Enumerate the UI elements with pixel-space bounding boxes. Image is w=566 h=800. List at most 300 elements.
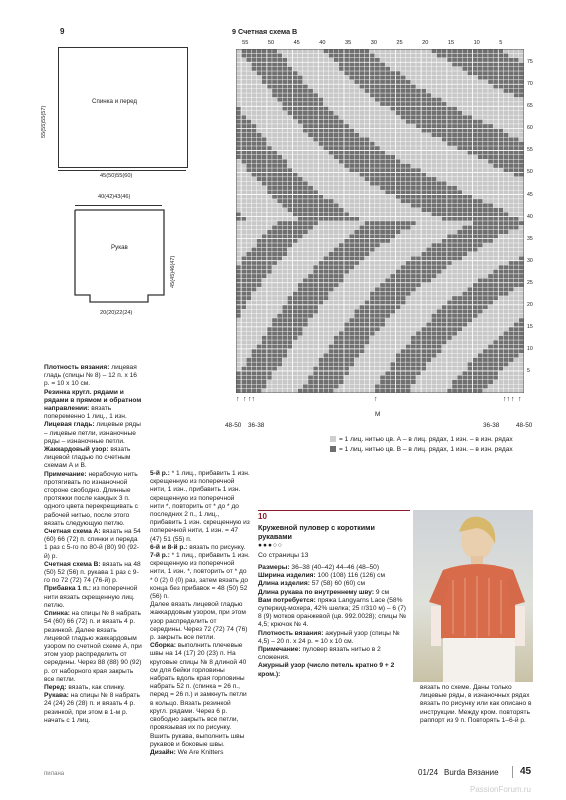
- chart-cell: [385, 75, 390, 79]
- chart-cell: [431, 367, 436, 371]
- chart-cell: [483, 375, 488, 379]
- chart-cell: [236, 331, 241, 335]
- chart-cell: [467, 208, 472, 212]
- chart-cell: [447, 309, 452, 313]
- chart-cell: [257, 49, 262, 53]
- chart-cell: [349, 362, 354, 366]
- chart-cell: [426, 62, 431, 66]
- chart-cell: [498, 128, 503, 132]
- chart-cell: [426, 128, 431, 132]
- instruction-paragraph: [150, 601, 250, 642]
- chart-cell: [277, 243, 282, 247]
- chart-cell: [514, 300, 519, 304]
- chart-cell: [354, 177, 359, 181]
- chart-cell: [339, 362, 344, 366]
- chart-cell: [354, 137, 359, 141]
- chart-cell: [323, 230, 328, 234]
- chart-cell: [473, 309, 478, 313]
- chart-cell: [277, 124, 282, 128]
- chart-cell: [401, 159, 406, 163]
- chart-cell: [401, 172, 406, 176]
- chart-cell: [334, 300, 339, 304]
- chart-cell: [318, 111, 323, 115]
- chart-cell: [267, 142, 272, 146]
- chart-cell: [421, 261, 426, 265]
- chart-cell: [257, 168, 262, 172]
- chart-cell: [442, 292, 447, 296]
- chart-cell: [344, 221, 349, 225]
- chart-cell: [334, 375, 339, 379]
- chart-cell: [411, 217, 416, 221]
- chart-cell: [390, 331, 395, 335]
- chart-cell: [313, 314, 318, 318]
- chart-cell: [329, 371, 334, 375]
- chart-cell: [251, 358, 256, 362]
- chart-cell: [401, 49, 406, 53]
- chart-cell: [426, 340, 431, 344]
- column-label: 15: [447, 40, 455, 46]
- chart-cell: [272, 234, 277, 238]
- chart-cell: [426, 292, 431, 296]
- chart-cell: [354, 252, 359, 256]
- chart-cell: [503, 344, 508, 348]
- chart-cell: [411, 75, 416, 79]
- chart-cell: [359, 362, 364, 366]
- chart-cell: [390, 252, 395, 256]
- chart-cell: [313, 283, 318, 287]
- chart-cell: [318, 367, 323, 371]
- chart-cell: [272, 353, 277, 357]
- chart-cell: [298, 318, 303, 322]
- chart-cell: [519, 234, 524, 238]
- chart-cell: [241, 53, 246, 57]
- chart-cell: [421, 367, 426, 371]
- chart-cell: [375, 186, 380, 190]
- chart-cell: [452, 102, 457, 106]
- chart-cell: [380, 256, 385, 260]
- chart-cell: [308, 296, 313, 300]
- chart-cell: [509, 98, 514, 102]
- chart-cell: [401, 358, 406, 362]
- chart-cell: [380, 120, 385, 124]
- chart-cell: [462, 375, 467, 379]
- chart-cell: [359, 243, 364, 247]
- chart-cell: [452, 256, 457, 260]
- chart-cell: [267, 265, 272, 269]
- chart-cell: [447, 283, 452, 287]
- chart-cell: [462, 128, 467, 132]
- chart-cell: [303, 314, 308, 318]
- chart-cell: [359, 252, 364, 256]
- chart-cell: [287, 111, 292, 115]
- chart-cell: [503, 146, 508, 150]
- chart-cell: [334, 252, 339, 256]
- chart-cell: [303, 93, 308, 97]
- chart-cell: [323, 124, 328, 128]
- chart-cell: [401, 367, 406, 371]
- chart-cell: [246, 278, 251, 282]
- chart-cell: [416, 283, 421, 287]
- chart-cell: [498, 49, 503, 53]
- chart-cell: [272, 172, 277, 176]
- chart-cell: [375, 155, 380, 159]
- chart-cell: [370, 150, 375, 154]
- instruction-paragraph: [44, 446, 143, 471]
- chart-cell: [277, 225, 282, 229]
- chart-cell: [282, 256, 287, 260]
- chart-cell: [267, 53, 272, 57]
- chart-cell: [401, 195, 406, 199]
- chart-cell: [498, 71, 503, 75]
- chart-cell: [282, 358, 287, 362]
- chart-cell: [308, 230, 313, 234]
- chart-cell: [509, 305, 514, 309]
- chart-cell: [267, 159, 272, 163]
- pattern10-item-text: пряжа Langyarns Lace (58% суперкид-мохера, 42% шелка; 25 г/310 м) – 6 (7) 8 (9) мотков оранжевой (цв. 992.0028); спицы № 4,5; крючок № 4.: [258, 596, 407, 629]
- chart-cell: [365, 389, 370, 393]
- chart-cell: [272, 384, 277, 388]
- chart-cell: [308, 172, 313, 176]
- chart-cell: [303, 186, 308, 190]
- chart-cell: [298, 371, 303, 375]
- chart-cell: [282, 283, 287, 287]
- chart-cell: [344, 106, 349, 110]
- chart-cell: [503, 278, 508, 282]
- chart-cell: [437, 336, 442, 340]
- chart-cell: [380, 124, 385, 128]
- chart-cell: [298, 75, 303, 79]
- chart-cell: [365, 190, 370, 194]
- chart-cell: [246, 261, 251, 265]
- chart-cell: [277, 75, 282, 79]
- chart-cell: [308, 367, 313, 371]
- chart-cell: [462, 98, 467, 102]
- chart-cell: [478, 287, 483, 291]
- chart-cell: [395, 305, 400, 309]
- chart-cell: [236, 318, 241, 322]
- chart-cell: [514, 283, 519, 287]
- chart-cell: [303, 146, 308, 150]
- chart-cell: [406, 62, 411, 66]
- chart-cell: [323, 274, 328, 278]
- chart-cell: [349, 221, 354, 225]
- chart-cell: [390, 124, 395, 128]
- chart-cell: [303, 98, 308, 102]
- chart-cell: [385, 300, 390, 304]
- chart-cell: [262, 256, 267, 260]
- chart-cell: [246, 102, 251, 106]
- chart-cell: [246, 146, 251, 150]
- chart-cell: [303, 327, 308, 331]
- chart-cell: [416, 186, 421, 190]
- chart-cell: [241, 389, 246, 393]
- chart-cell: [478, 124, 483, 128]
- chart-cell: [246, 375, 251, 379]
- chart-cell: [277, 322, 282, 326]
- chart-cell: [503, 203, 508, 207]
- chart-cell: [406, 336, 411, 340]
- chart-cell: [519, 252, 524, 256]
- chart-cell: [251, 296, 256, 300]
- chart-cell: [488, 190, 493, 194]
- chart-cell: [390, 261, 395, 265]
- chart-cell: [339, 270, 344, 274]
- chart-cell: [421, 362, 426, 366]
- chart-cell: [318, 203, 323, 207]
- chart-cell: [462, 106, 467, 110]
- chart-cell: [457, 106, 462, 110]
- chart-cell: [498, 155, 503, 159]
- chart-cell: [262, 168, 267, 172]
- chart-cell: [308, 98, 313, 102]
- chart-cell: [437, 221, 442, 225]
- chart-cell: [380, 344, 385, 348]
- chart-cell: [267, 102, 272, 106]
- chart-cell: [329, 353, 334, 357]
- chart-cell: [236, 186, 241, 190]
- chart-cell: [380, 252, 385, 256]
- chart-cell: [267, 327, 272, 331]
- chart-cell: [257, 124, 262, 128]
- chart-cell: [318, 75, 323, 79]
- chart-cell: [478, 49, 483, 53]
- chart-cell: [390, 98, 395, 102]
- chart-cell: [452, 67, 457, 71]
- chart-cell: [503, 292, 508, 296]
- chart-cell: [349, 146, 354, 150]
- chart-cell: [375, 322, 380, 326]
- chart-cell: [251, 212, 256, 216]
- chart-cell: [447, 177, 452, 181]
- chart-cell: [483, 270, 488, 274]
- chart-cell: [442, 190, 447, 194]
- chart-cell: [334, 212, 339, 216]
- chart-cell: [308, 283, 313, 287]
- chart-cell: [246, 300, 251, 304]
- chart-cell: [251, 314, 256, 318]
- chart-cell: [334, 98, 339, 102]
- chart-cell: [241, 155, 246, 159]
- chart-cell: [282, 190, 287, 194]
- chart-cell: [313, 270, 318, 274]
- chart-cell: [298, 234, 303, 238]
- chart-cell: [251, 217, 256, 221]
- chart-cell: [313, 274, 318, 278]
- chart-cell: [308, 221, 313, 225]
- chart-cell: [509, 120, 514, 124]
- chart-cell: [390, 84, 395, 88]
- chart-cell: [395, 349, 400, 353]
- chart-cell: [437, 353, 442, 357]
- chart-cell: [349, 93, 354, 97]
- chart-cell: [293, 380, 298, 384]
- chart-cell: [329, 49, 334, 53]
- chart-cell: [272, 49, 277, 53]
- chart-cell: [406, 120, 411, 124]
- sleeve-label: Рукав: [111, 244, 128, 251]
- chart-cell: [385, 234, 390, 238]
- chart-cell: [498, 172, 503, 176]
- chart-cell: [401, 71, 406, 75]
- chart-cell: [272, 146, 277, 150]
- chart-cell: [390, 75, 395, 79]
- chart-cell: [349, 243, 354, 247]
- chart-cell: [411, 353, 416, 357]
- chart-cell: [503, 340, 508, 344]
- chart-cell: [334, 230, 339, 234]
- chart-cell: [385, 115, 390, 119]
- chart-cell: [421, 358, 426, 362]
- chart-cell: [303, 256, 308, 260]
- pattern10-item: [258, 564, 408, 572]
- chart-cell: [493, 331, 498, 335]
- chart-cell: [354, 234, 359, 238]
- chart-cell: [344, 195, 349, 199]
- column-label: 20: [422, 40, 429, 46]
- chart-cell: [395, 239, 400, 243]
- section-divider: [258, 510, 410, 511]
- chart-cell: [390, 120, 395, 124]
- chart-cell: [395, 199, 400, 203]
- chart-cell: [488, 327, 493, 331]
- chart-cell: [462, 305, 467, 309]
- chart-cell: [298, 159, 303, 163]
- chart-cell: [282, 203, 287, 207]
- chart-cell: [390, 159, 395, 163]
- chart-cell: [519, 212, 524, 216]
- chart-cell: [395, 371, 400, 375]
- chart-cell: [406, 164, 411, 168]
- chart-cell: [272, 367, 277, 371]
- chart-cell: [442, 234, 447, 238]
- chart-cell: [478, 53, 483, 57]
- marker-middle: M: [375, 411, 381, 418]
- chart-cell: [447, 340, 452, 344]
- chart-cell: [267, 168, 272, 172]
- chart-cell: [236, 155, 241, 159]
- chart-cell: [308, 353, 313, 357]
- chart-cell: [401, 340, 406, 344]
- chart-cell: [406, 159, 411, 163]
- chart-cell: [467, 120, 472, 124]
- chart-cell: [452, 283, 457, 287]
- chart-cell: [365, 49, 370, 53]
- chart-cell: [323, 367, 328, 371]
- chart-cell: [257, 177, 262, 181]
- chart-cell: [277, 181, 282, 185]
- chart-cell: [365, 358, 370, 362]
- chart-cell: [447, 58, 452, 62]
- sleeve-top: 40(42)43(46): [98, 194, 131, 200]
- chart-cell: [246, 80, 251, 84]
- chart-cell: [365, 300, 370, 304]
- chart-cell: [246, 225, 251, 229]
- chart-cell: [359, 314, 364, 318]
- chart-cell: [503, 309, 508, 313]
- chart-cell: [514, 230, 519, 234]
- chart-cell: [473, 371, 478, 375]
- chart-cell: [483, 172, 488, 176]
- chart-cell: [359, 340, 364, 344]
- chart-cell: [313, 247, 318, 251]
- chart-cell: [323, 283, 328, 287]
- chart-cell: [359, 309, 364, 313]
- chart-cell: [303, 115, 308, 119]
- chart-cell: [318, 124, 323, 128]
- chart-cell: [390, 270, 395, 274]
- chart-cell: [442, 93, 447, 97]
- chart-cell: [323, 336, 328, 340]
- chart-cell: [282, 155, 287, 159]
- chart-cell: [514, 367, 519, 371]
- chart-cell: [519, 80, 524, 84]
- chart-cell: [236, 256, 241, 260]
- chart-cell: [390, 336, 395, 340]
- chart-cell: [519, 283, 524, 287]
- chart-cell: [385, 344, 390, 348]
- chart-cell: [334, 186, 339, 190]
- chart-cell: [457, 375, 462, 379]
- chart-cell: [488, 380, 493, 384]
- chart-cell: [421, 146, 426, 150]
- chart-cell: [411, 318, 416, 322]
- chart-cell: [473, 384, 478, 388]
- chart-cell: [411, 358, 416, 362]
- chart-cell: [421, 203, 426, 207]
- chart-cell: [498, 340, 503, 344]
- chart-cell: [323, 120, 328, 124]
- chart-cell: [483, 186, 488, 190]
- chart-cell: [334, 292, 339, 296]
- chart-cell: [380, 102, 385, 106]
- chart-cell: [411, 367, 416, 371]
- chart-cell: [498, 195, 503, 199]
- chart-cell: [498, 120, 503, 124]
- chart-cell: [334, 203, 339, 207]
- chart-cell: [370, 296, 375, 300]
- chart-cell: [349, 256, 354, 260]
- chart-cell: [426, 318, 431, 322]
- chart-cell: [431, 278, 436, 282]
- chart-cell: [257, 331, 262, 335]
- chart-cell: [483, 274, 488, 278]
- chart-cell: [390, 230, 395, 234]
- chart-cell: [498, 300, 503, 304]
- chart-cell: [236, 89, 241, 93]
- chart-cell: [339, 93, 344, 97]
- chart-cell: [293, 234, 298, 238]
- chart-cell: [401, 274, 406, 278]
- chart-cell: [365, 168, 370, 172]
- chart-cell: [257, 265, 262, 269]
- chart-cell: [257, 67, 262, 71]
- chart-cell: [473, 53, 478, 57]
- chart-cell: [246, 296, 251, 300]
- chart-cell: [282, 49, 287, 53]
- chart-cell: [457, 327, 462, 331]
- chart-cell: [375, 164, 380, 168]
- chart-cell: [267, 186, 272, 190]
- chart-cell: [483, 292, 488, 296]
- chart-cell: [519, 362, 524, 366]
- chart-cell: [318, 71, 323, 75]
- chart-cell: [257, 164, 262, 168]
- chart-cell: [478, 98, 483, 102]
- chart-cell: [380, 84, 385, 88]
- chart-cell: [241, 283, 246, 287]
- chart-cell: [416, 190, 421, 194]
- chart-cell: [509, 247, 514, 251]
